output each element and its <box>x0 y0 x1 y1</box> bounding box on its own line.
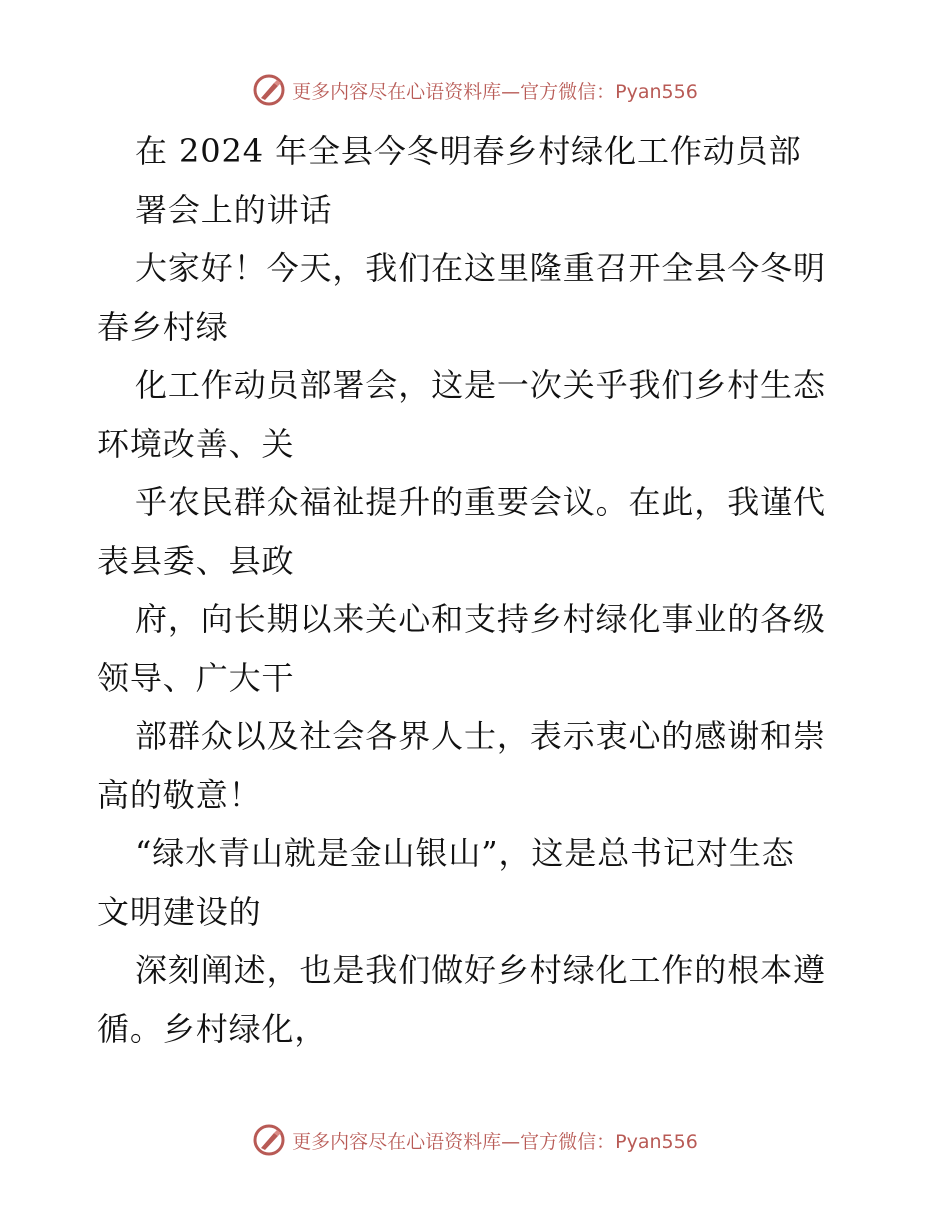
paragraph-line: 表县委、县政 <box>97 541 295 580</box>
paragraph-line: 循。乡村绿化， <box>97 1009 328 1048</box>
title-line-2: 署会上的讲话 <box>135 190 333 229</box>
header-banner-text: 更多内容尽在心语资料库—官方微信：Pyan556 <box>292 80 698 103</box>
paragraph-line: “绿水青山就是金山银山”，这是总书记对生态 <box>135 834 795 872</box>
paragraph-line: 化工作动员部署会，这是一次关乎我们乡村生态 <box>135 366 826 404</box>
document-body <box>97 122 857 1058</box>
paragraph-line: 府，向长期以来关心和支持乡村绿化事业的各级 <box>135 600 826 638</box>
paragraph-line: 春乡村绿 <box>97 307 229 346</box>
paragraph-line: 乎农民群众福祉提升的重要会议。在此，我谨代 <box>135 483 826 521</box>
paragraph-line: 环境改善、关 <box>97 424 295 463</box>
paragraph-line: 高的敬意！ <box>97 775 262 814</box>
paragraph-line: 部群众以及社会各界人士，表示衷心的感谢和崇 <box>135 717 826 755</box>
pen-seal-logo-icon <box>252 73 286 107</box>
paragraph-line: 领导、广大干 <box>97 658 295 697</box>
paragraph-line: 文明建设的 <box>97 892 262 931</box>
header-banner <box>0 70 950 110</box>
title-line-1: 在 2024 年全县今冬明春乡村绿化工作动员部 <box>135 132 802 170</box>
paragraph-line: 大家好！今天，我们在这里隆重召开全县今冬明 <box>135 249 826 287</box>
paragraph-line: 深刻阐述，也是我们做好乡村绿化工作的根本遵 <box>135 951 826 989</box>
footer-banner <box>0 1120 950 1160</box>
pen-seal-logo-icon <box>252 1123 286 1157</box>
footer-banner-text: 更多内容尽在心语资料库—官方微信：Pyan556 <box>292 1130 698 1153</box>
